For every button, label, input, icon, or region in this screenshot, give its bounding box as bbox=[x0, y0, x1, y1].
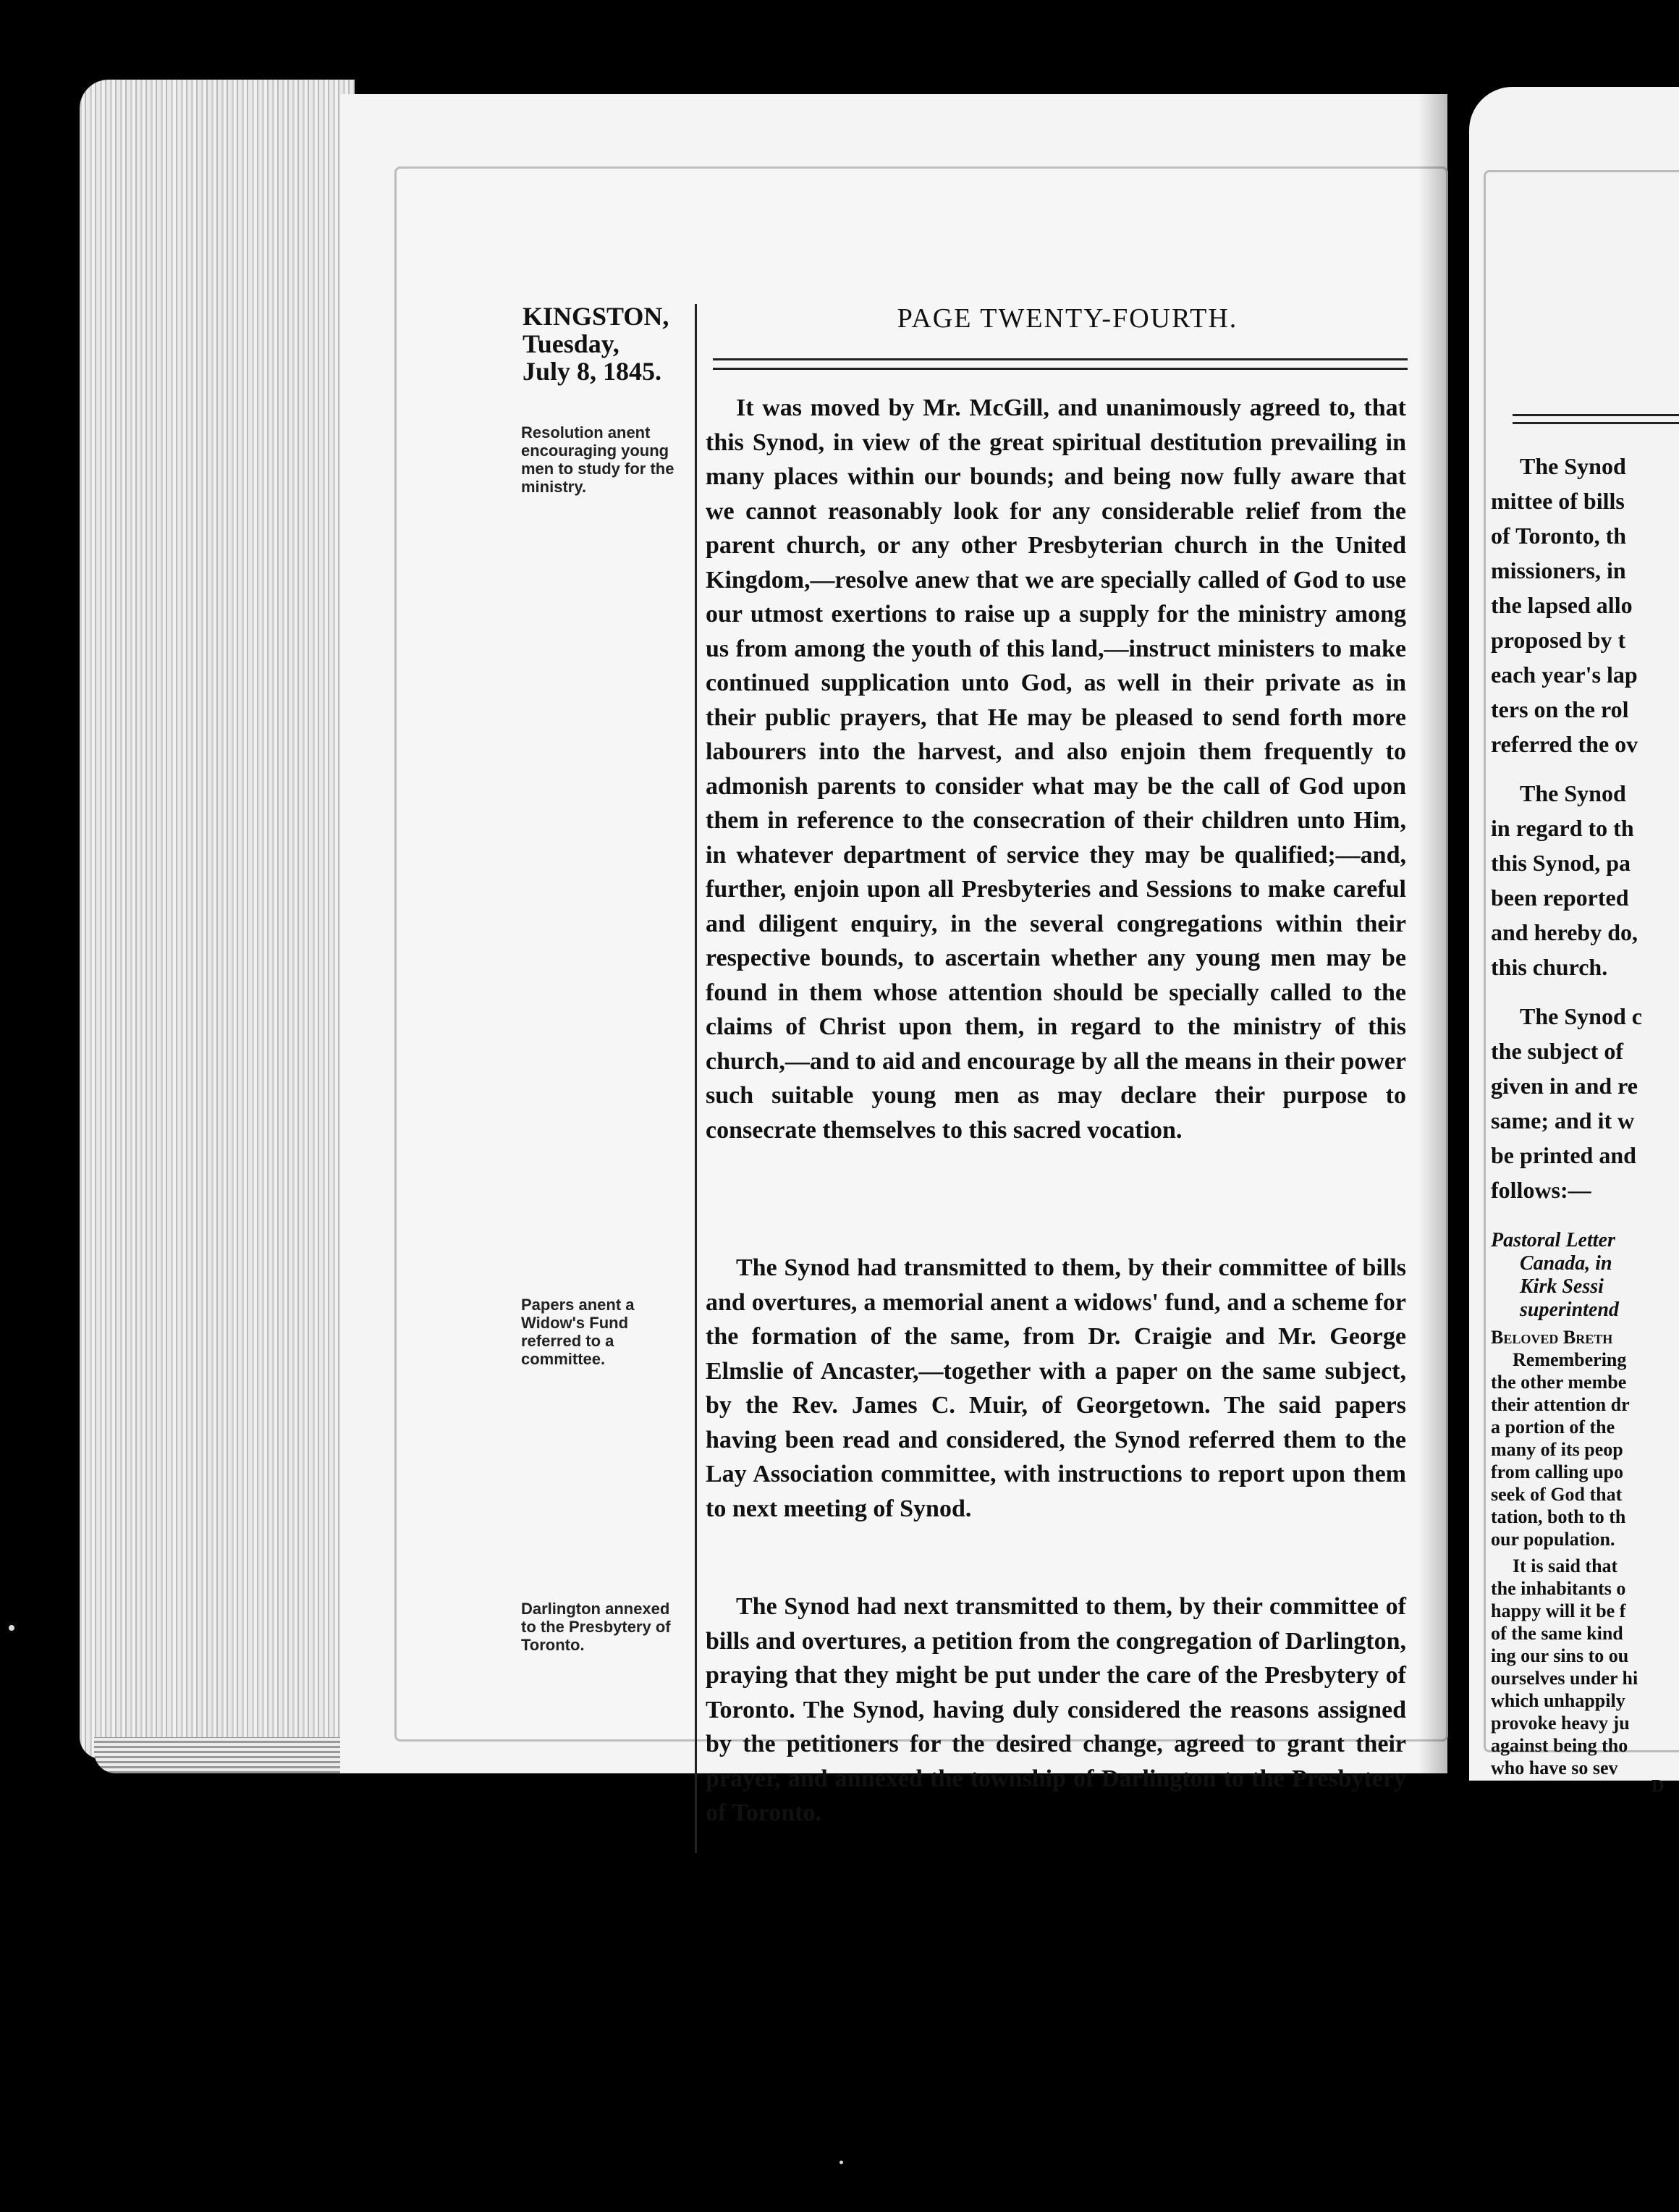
rp-small-line: ourselves under hi bbox=[1491, 1668, 1638, 1689]
rp-small-line: It is said that bbox=[1513, 1555, 1618, 1576]
right-page-signature-mark: D bbox=[1651, 1777, 1665, 1796]
paragraph-text: The Synod had transmitted to them, by their committee of bills and overtures, a memorial anent a widows' fund, and a scheme for the formation of the same, from Dr. Craigie and Mr. George Elmslie of Ancaster,—together with a paper on the same subject, by the Rev. James C. Muir, of Georgetown. The said papers having been read and considered, the Synod referred them to the Lay Association committee, with instructions to report upon them to next meeting of Synod. bbox=[706, 1254, 1406, 1522]
margin-column-rule bbox=[695, 304, 697, 1853]
rp-small-line: the inhabitants o bbox=[1491, 1578, 1626, 1599]
rp-line: the subject of bbox=[1491, 1038, 1624, 1064]
salutation: Beloved Breth bbox=[1491, 1327, 1613, 1348]
letter-title-line: Kirk Sessi bbox=[1520, 1275, 1604, 1298]
rp-small-line: their attention dr bbox=[1491, 1394, 1630, 1415]
gutter-shadow bbox=[1418, 94, 1469, 1773]
letter-title-line: Pastoral Letter bbox=[1491, 1229, 1615, 1251]
paragraph-text: It was moved by Mr. McGill, and unanimously agreed to, that this Synod, in view of the great spiritual destitution prevailing in many places within our bounds; and being now fully aware that we cannot reasonably look for any considerable relief from the parent church, or any other Presbyterian church in the United Kingdom,—resolve anew that we are specially called of God to use our utmost exertions to raise up a supply for the ministry among us from among the youth of this land,—instruct ministers to make continued supplication unto God, as well in their private as in their public prayers, that He may be pleased to send forth more labourers into the harvest, and also enjoin them frequently to admonish parents to consider what may be the call of God upon them in reference to the consecration of their children unto Him, in whatever department of service they may be qualified;—and, further, enjoin upon all Presbyteries and Sessions to make careful and diligent enquiry, in the several congregations within their respective bounds, to ascertain whether any young men may be found in them whose attention should be specially called to the claims of Christ upon them, in regard to the ministry of this church,—and to aid and encourage by all the means in their power such suitable young men as may declare their purpose to consecrate themselves to this sacred vocation. bbox=[706, 394, 1406, 1144]
header-place-date bbox=[523, 303, 669, 385]
rp-small-line: the other membe bbox=[1491, 1372, 1627, 1393]
header-place: KINGSTON, bbox=[523, 302, 669, 331]
rp-small-line: Remembering bbox=[1513, 1349, 1627, 1370]
rp-small-line: ing our sins to ou bbox=[1491, 1645, 1629, 1666]
rp-small-line: many of its peop bbox=[1491, 1439, 1623, 1460]
paragraph-text: The Synod had next transmitted to them, by their committee of bills and overtures, a petition from the congregation of Darlington, praying that they might be put under the care of the Presbytery of Toronto. The Synod, having duly considered the reasons assigned by the petitioners for the desired change, agreed to grant their prayer, and annexed the township of Darlington to the Presbytery of Toronto. bbox=[706, 1593, 1406, 1826]
rp-line: been reported bbox=[1491, 885, 1629, 911]
rp-line: mittee of bills bbox=[1491, 488, 1625, 514]
book-page-edges bbox=[80, 80, 355, 1759]
letter-title-line: Canada, in bbox=[1520, 1252, 1612, 1275]
rp-small-line: of the same kind bbox=[1491, 1623, 1623, 1644]
dust-spot bbox=[9, 1625, 14, 1631]
rp-small-line: tation, both to th bbox=[1491, 1506, 1626, 1527]
rp-small-line: which unhappily bbox=[1491, 1690, 1625, 1711]
rp-line: in regard to th bbox=[1491, 815, 1634, 841]
rp-small-line: who have so sev bbox=[1491, 1757, 1618, 1778]
page-title: PAGE TWENTY-FOURTH. bbox=[897, 303, 1238, 334]
rp-small-line: happy will it be f bbox=[1491, 1600, 1626, 1621]
margin-note-resolution: Resolution anent encouraging young men to study for the ministry. bbox=[521, 423, 674, 496]
paragraph-darlington bbox=[706, 1590, 1406, 1831]
right-page-text bbox=[1491, 391, 1679, 1983]
rp-small-line: a portion of the bbox=[1491, 1417, 1615, 1438]
header-double-rule bbox=[713, 358, 1408, 370]
header-day: Tuesday, bbox=[523, 329, 619, 358]
rp-line: this Synod, pa bbox=[1491, 850, 1631, 876]
rp-line: referred the ov bbox=[1491, 731, 1638, 757]
rp-line: and hereby do, bbox=[1491, 919, 1638, 945]
rp-line: this church. bbox=[1491, 954, 1608, 980]
dust-spot bbox=[840, 2161, 843, 2164]
rp-small-line: from calling upo bbox=[1491, 1461, 1623, 1482]
letter-title-line: superintend bbox=[1520, 1299, 1619, 1321]
rp-line: The Synod bbox=[1520, 453, 1626, 479]
margin-note-widows-fund: Papers anent a Widow's Fund referred to a committee. bbox=[521, 1296, 635, 1368]
rp-small-line: provoke heavy ju bbox=[1491, 1713, 1630, 1734]
rp-line: be printed and bbox=[1491, 1142, 1636, 1168]
rp-line: The Synod bbox=[1520, 780, 1626, 806]
rp-line: missioners, in bbox=[1491, 557, 1626, 583]
rp-line: of Toronto, th bbox=[1491, 523, 1627, 549]
rp-line: follows:— bbox=[1491, 1177, 1591, 1203]
rp-line: proposed by t bbox=[1491, 627, 1626, 653]
rp-line: each year's lap bbox=[1491, 662, 1638, 688]
header-date: July 8, 1845. bbox=[523, 357, 662, 386]
rp-line: given in and re bbox=[1491, 1073, 1638, 1099]
margin-note-darlington: Darlington annexed to the Presbytery of Toronto. bbox=[521, 1600, 671, 1654]
rp-small-line: against being tho bbox=[1491, 1735, 1628, 1756]
paragraph-resolution bbox=[706, 391, 1406, 1147]
rp-small-line: our population. bbox=[1491, 1529, 1615, 1550]
rp-small-line: seek of God that bbox=[1491, 1484, 1623, 1505]
rp-line: the lapsed allo bbox=[1491, 592, 1633, 618]
paragraph-widows-fund bbox=[706, 1251, 1406, 1526]
rp-line: ters on the rol bbox=[1491, 696, 1629, 722]
rp-line: same; and it w bbox=[1491, 1107, 1635, 1134]
rp-line: The Synod c bbox=[1520, 1003, 1642, 1029]
